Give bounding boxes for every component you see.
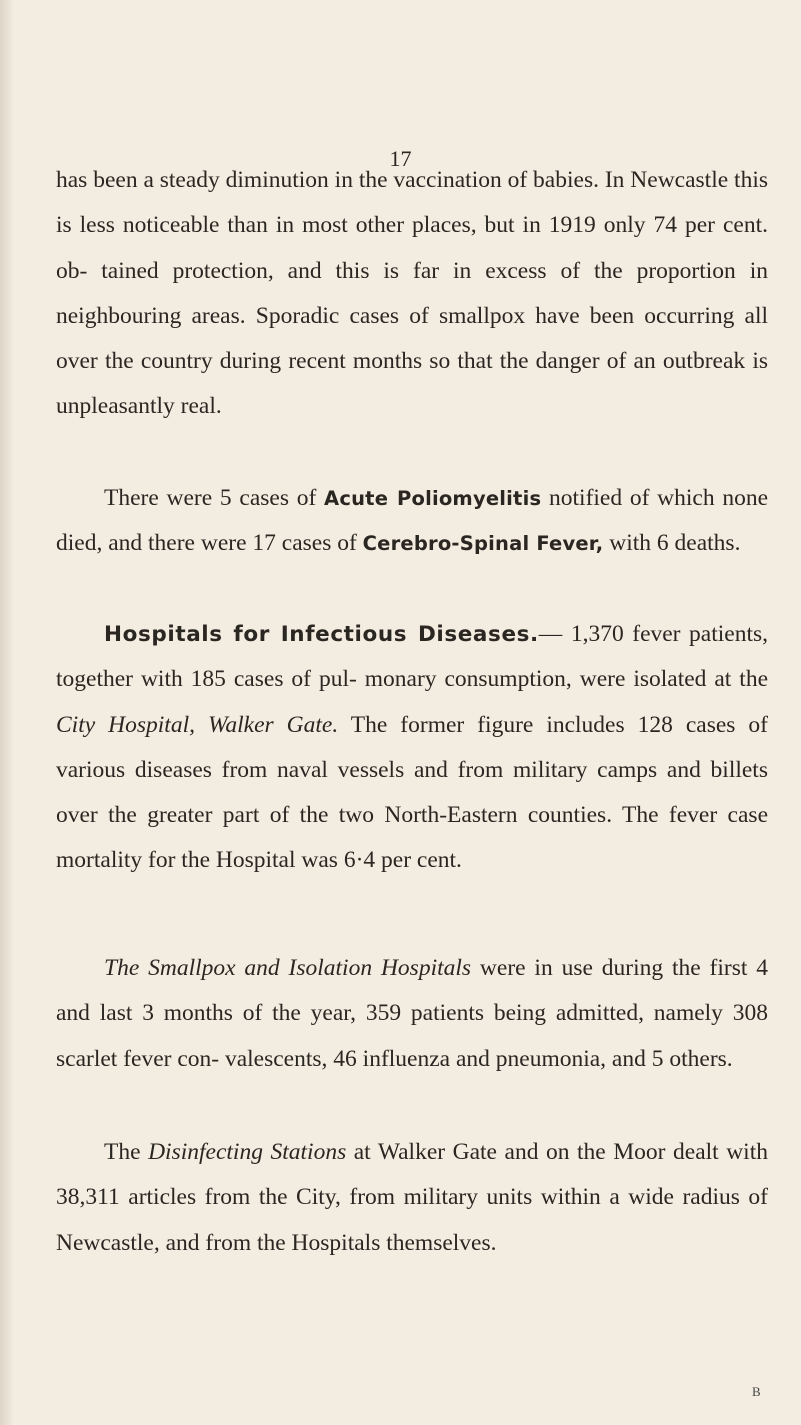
- smallpox-isolation-hospitals: The Smallpox and Isolation Hospitals: [104, 955, 472, 981]
- disinfecting-stations: Disinfecting Stations: [148, 1139, 347, 1165]
- paragraph-poliomyelitis-text-2: notified of which none died, and there were 17 cases of: [56, 485, 769, 557]
- term-acute-poliomyelitis: Acute Poliomyelitis: [324, 487, 542, 510]
- paragraph-hospitals-text-2: The former figure includes 128 cases of various diseases from naval vessels and from military camps and billets over the greater part of the two North-Eastern counties. The fever case mortality for the Hospital was 6·4 per cent.: [56, 711, 768, 874]
- paragraph-disinfecting: [56, 1130, 768, 1266]
- heading-hospitals-infectious-diseases: Hospitals for Infectious Diseases.: [104, 622, 539, 647]
- paragraph-vaccination: [56, 158, 768, 430]
- paragraph-vaccination-text: has been a steady diminution in the vaccination of babies. In Newcastle this is less noticeable than in most other places, but in 1919 only 74 per cent. ob- tained protection, and this is far in excess of the proportion in neighbouring areas. Sporadic cases of smallpox have been occurring all over the country during recent months so that the danger of an outbreak is unpleasantly real.: [56, 167, 768, 420]
- term-cerebro-spinal-fever: Cerebro-Spinal Fever,: [362, 532, 604, 556]
- signature-mark: B: [752, 1384, 761, 1399]
- paragraph-poliomyelitis-text-1: There were 5 cases of: [104, 485, 325, 511]
- paragraph-smallpox: [56, 946, 768, 1082]
- paragraph-poliomyelitis: [56, 476, 768, 567]
- paragraph-disinfecting-text-1: The: [104, 1139, 149, 1165]
- page-number: 17: [389, 146, 412, 171]
- paragraph-smallpox-text: were in use during the first 4 and last 3 months of the year, 359 patients being admitted, namely 308 scarlet fever con- valescents, 46 influenza and pneumonia, and 5 others.: [56, 955, 768, 1072]
- paragraph-hospitals: [56, 612, 768, 884]
- paragraph-poliomyelitis-text-3: with 6 deaths.: [603, 530, 741, 557]
- page-edge-shadow: [0, 0, 14, 1425]
- place-city-hospital: City Hospital, Walker Gate.: [56, 711, 339, 738]
- paragraph-hospitals-text-1: — 1,370 fever patients, together with 185 cases of pul- monary consumption, were isolated at the: [56, 621, 769, 693]
- paragraph-disinfecting-text-2: at Walker Gate and on the Moor dealt with 38,311 articles from the City, from military units within a wide radius of Newcastle, and from the Hospitals themselves.: [56, 1139, 768, 1256]
